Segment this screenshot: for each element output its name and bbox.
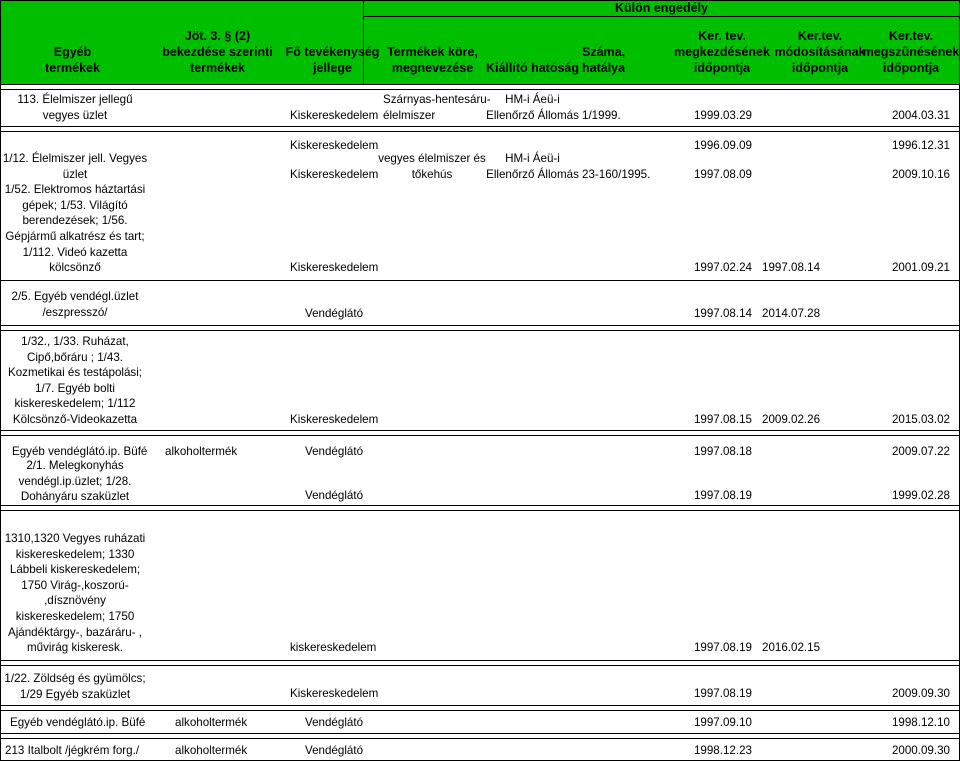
row6-fo: Vendéglátó (305, 489, 364, 502)
row2-fo-c: Kiskereskedelem (290, 261, 379, 274)
row2-kezd-a: 1996.09.09 (693, 139, 752, 152)
row8-megsz: 2009.09.30 (891, 687, 950, 700)
row-border (0, 665, 960, 666)
header-col-kezd: Ker. tev. megkezdésének időpontja (674, 29, 770, 75)
row-border (0, 738, 960, 739)
row9-jot: alkoholtermék (175, 716, 248, 729)
row3-egyeb: 2/5. Egyéb vendégl.üzlet /eszpresszó/ (11, 290, 139, 319)
row1-fo: Kiskereskedelem (290, 109, 379, 122)
row8-egyeb: 1/22. Zöldség és gyümölcs; 1/29 Egyéb szaküzlet (4, 672, 146, 701)
row6-egyeb: 2/1. Melegkonyhás vendégl.ip.üzlet; 1/28. Dohányáru szaküzlet (18, 459, 132, 504)
row2-hatosag-b: HM-i Áeü-i Ellenőrző Állomás (486, 152, 579, 181)
row7-fo: kiskereskedelem (290, 641, 377, 654)
row10-egyeb: 213 Italbolt /jégkrém forg./ (5, 744, 140, 757)
row-border (0, 733, 960, 734)
row7-kezd: 1997.08.19 (693, 641, 752, 654)
header-col-megsz: Ker.tev. megszűnésének időpontja (862, 29, 960, 75)
row1-egyeb: 113. Élelmiszer jellegű vegyes üzlet (17, 93, 133, 122)
row5-kezd: 1997.08.18 (693, 445, 752, 458)
row-border (0, 430, 960, 431)
header-col-szama: Száma, hatálya (582, 45, 626, 75)
row-border (0, 505, 960, 506)
row1-megsz: 2004.03.31 (891, 109, 950, 122)
row7-egyeb: 1310,1320 Vegyes ruházati kiskereskedelem; 1330 Lábbeli kiskereskedelem; 1750 Virág-,koszorú- ,dísznövény kiskereskedelem; 1750 Ajándéktárgy-, bazáráru- , művirág kiskeresk. (4, 532, 146, 655)
header-col-fo: Fő tevékenység jellege (285, 45, 380, 75)
row5-fo: Vendéglátó (305, 445, 364, 458)
row6-kezd: 1997.08.19 (693, 489, 752, 502)
row2-fo-b: Kiskereskedelem (290, 168, 379, 181)
row2-szama-b: 23-160/1995. (582, 168, 651, 181)
row1-kezd: 1999.03.29 (693, 109, 752, 122)
row8-kezd: 1997.08.19 (693, 687, 752, 700)
row7-mod: 2016.02.15 (762, 641, 821, 654)
row2-kezd-b: 1997.08.09 (693, 168, 752, 181)
row-border (0, 510, 960, 511)
row10-jot: alkoholtermék (175, 744, 248, 757)
row10-fo: Vendéglátó (305, 744, 364, 757)
row-border (0, 325, 960, 326)
row8-fo: Kiskereskedelem (290, 687, 379, 700)
row5-jot: alkoholtermék (165, 445, 238, 458)
row-border (0, 89, 960, 90)
row9-egyeb: Egyéb vendéglátó.ip. Büfé (10, 716, 146, 729)
row4-fo: Kiskereskedelem (290, 413, 379, 426)
header-col-jot: Jöt. 3. § (2) bekezdése szerinti termékek (162, 29, 273, 75)
row2-termek-b: vegyes élelmiszer és tőkehús (378, 152, 486, 181)
row-border (0, 131, 960, 132)
row-border (0, 660, 960, 661)
header-col-mod: Ker.tev. módosításának időpontja (774, 29, 866, 75)
row-border (0, 330, 960, 331)
row1-termek: Szárnyas-hentesáru- élelmiszer (383, 93, 491, 122)
header-title: Külön engedély (614, 1, 709, 15)
row-border (0, 280, 960, 281)
header-col-hatosag: Kiállító hatóság (485, 61, 580, 75)
row1-hatosag: HM-i Áeü-i Ellenőrző Állomás (486, 93, 579, 122)
row-border (0, 126, 960, 127)
row6-megsz: 1999.02.28 (891, 489, 950, 502)
row4-mod: 2009.02.26 (762, 413, 821, 426)
row2-mod-c: 1997.08.14 (762, 261, 821, 274)
row4-egyeb: 1/32., 1/33. Ruházat, Cipő,bőráru ; 1/43. Kozmetikai és testápolási; 1/7. Egyéb bolti kiskereskedelem; 1/112 Kölcsönző-Videokazetta (7, 335, 143, 426)
row2-megsz-b: 2009.10.16 (891, 168, 950, 181)
header-bottom-border (0, 84, 960, 85)
row5-egyeb: Egyéb vendéglátó.ip. Büfé (12, 445, 148, 458)
row2-megsz-c: 2001.09.21 (891, 261, 950, 274)
row2-egyeb: 1/12. Élelmiszer jell. Vegyes üzlet 1/52. Elektromos háztartási gépek; 1/53. Világító berendezések; 1/56. Gépjármű alkatrész és tart; 1/112. Videó kazetta kölcsönző (2, 152, 148, 275)
row3-mod: 2014.07.28 (762, 307, 821, 320)
row-border (0, 710, 960, 711)
row3-kezd: 1997.08.14 (693, 307, 752, 320)
row-border (0, 435, 960, 436)
row5-megsz: 2009.07.22 (891, 445, 950, 458)
header-col-egyeb: Egyéb termékek (45, 45, 100, 75)
row9-megsz: 1998.12.10 (891, 716, 950, 729)
row1-szama: 1/1999. (582, 109, 621, 122)
row9-kezd: 1997.09.10 (693, 716, 752, 729)
table-left-border (0, 0, 1, 761)
header-sub-border (363, 16, 960, 17)
header-col-termekek: Termékek köre, megnevezése (387, 45, 478, 75)
row2-megsz-a: 1996.12.31 (891, 139, 950, 152)
row4-megsz: 2015.03.02 (891, 413, 950, 426)
row4-kezd: 1997.08.15 (693, 413, 752, 426)
row10-kezd: 1998.12.23 (693, 744, 752, 757)
row3-fo: Vendéglátó (305, 307, 364, 320)
row10-megsz: 2000.09.30 (891, 744, 950, 757)
row-border (0, 705, 960, 706)
row2-kezd-c: 1997.02.24 (693, 261, 752, 274)
row2-fo-a: Kiskereskedelem (290, 139, 379, 152)
row9-fo: Vendéglátó (305, 716, 364, 729)
